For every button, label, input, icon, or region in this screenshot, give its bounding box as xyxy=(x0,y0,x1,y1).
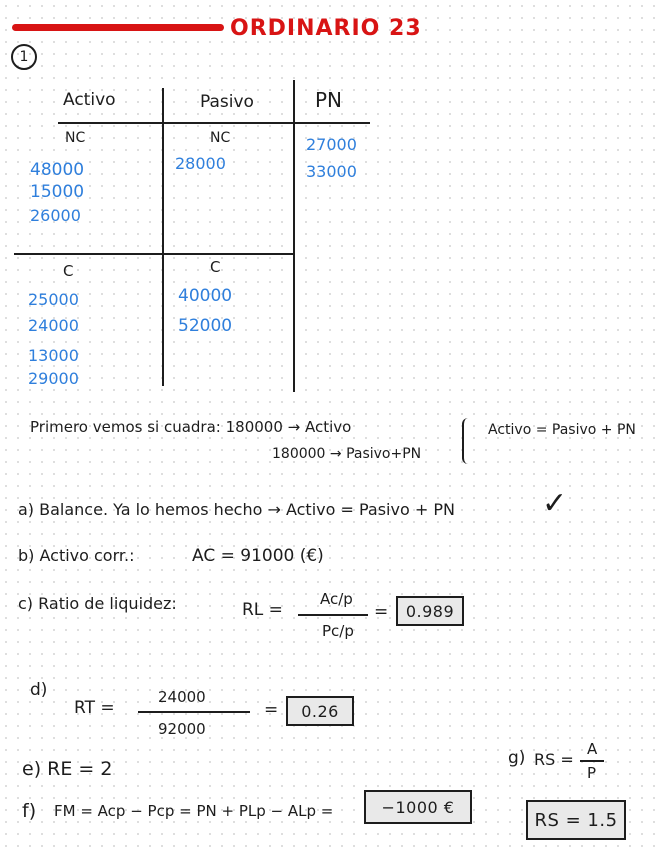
answer-g-lhs: RS = xyxy=(534,750,574,769)
answer-g-numerator: A xyxy=(587,740,598,758)
check-line-2: 180000 → Pasivo+PN xyxy=(272,446,422,462)
answer-f-result-box xyxy=(364,790,472,824)
activo-nc-value: 48000 xyxy=(30,160,85,180)
answer-a: a) Balance. Ya lo hemos hecho → Activo = Pasivo + PN xyxy=(18,500,455,519)
answer-d-numerator: 24000 xyxy=(158,688,206,706)
checkmark-icon: ✓ xyxy=(542,486,568,521)
grid-hline-mid xyxy=(14,253,294,255)
answer-b-formula: AC = 91000 (€) xyxy=(192,546,324,566)
pasivo-c-value: 52000 xyxy=(178,316,233,336)
answer-c-denominator: Pc/p xyxy=(322,622,354,640)
activo-nc-value: 15000 xyxy=(30,182,85,202)
answer-d-equals: = xyxy=(264,700,279,720)
pn-value: 27000 xyxy=(306,135,357,154)
answer-b-label: b) Activo corr.: xyxy=(18,546,135,565)
exercise-number: 1 xyxy=(19,49,29,65)
fraction-line xyxy=(298,614,368,616)
label-nc-activo: NC xyxy=(65,130,86,146)
exercise-number-circle xyxy=(11,44,37,70)
pasivo-c-value: 40000 xyxy=(178,286,233,306)
answer-c-result: 0.989 xyxy=(405,601,455,621)
check-line-1: Primero vemos si cuadra: 180000 → Activo xyxy=(30,418,352,436)
answer-d-denominator: 92000 xyxy=(158,720,206,738)
activo-c-value: 13000 xyxy=(28,346,79,365)
answer-e: e) RE = 2 xyxy=(22,758,113,780)
label-c-pasivo: C xyxy=(210,258,221,276)
grid-vline-1 xyxy=(162,88,164,386)
answer-f-label: f) xyxy=(22,800,37,822)
answer-c-lhs: RL = xyxy=(242,600,283,620)
activo-c-value: 29000 xyxy=(28,369,79,388)
answer-d-lhs: RT = xyxy=(74,698,115,718)
label-nc-pasivo: NC xyxy=(210,130,231,146)
activo-nc-value: 26000 xyxy=(30,206,81,225)
header-pasivo: Pasivo xyxy=(200,92,254,112)
page-title: ORDINARIO 23 xyxy=(230,16,422,41)
answer-d-result-box xyxy=(286,696,354,726)
answer-g-denominator: P xyxy=(587,764,597,782)
fraction-line xyxy=(138,711,250,713)
fraction-line xyxy=(580,760,604,762)
answer-c-result-box xyxy=(396,596,464,626)
answer-c-numerator: Ac/p xyxy=(320,590,353,608)
header-activo: Activo xyxy=(63,90,116,110)
answer-g-result: RS = 1.5 xyxy=(534,809,618,831)
header-pn: PN xyxy=(315,88,343,112)
pasivo-nc-value: 28000 xyxy=(175,154,226,173)
answer-g-result-box xyxy=(526,800,626,840)
answer-d-result: 0.26 xyxy=(301,701,339,721)
answer-g-label: g) xyxy=(508,748,526,768)
activo-c-value: 25000 xyxy=(28,290,79,309)
answer-d-label: d) xyxy=(30,680,48,700)
answer-c-label: c) Ratio de liquidez: xyxy=(18,594,177,613)
activo-c-value: 24000 xyxy=(28,316,79,335)
brace xyxy=(462,418,470,464)
label-c-activo: C xyxy=(63,262,74,280)
grid-vline-2 xyxy=(293,80,295,392)
answer-c-equals: = xyxy=(374,602,389,622)
red-underline xyxy=(12,24,224,31)
check-result: Activo = Pasivo + PN xyxy=(488,422,636,438)
answer-f-formula: FM = Acp − Pcp = PN + PLp − ALp = xyxy=(54,802,334,820)
pn-value: 33000 xyxy=(306,162,357,181)
grid-hline-top xyxy=(58,122,370,124)
answer-f-result: −1000 € xyxy=(381,797,455,817)
